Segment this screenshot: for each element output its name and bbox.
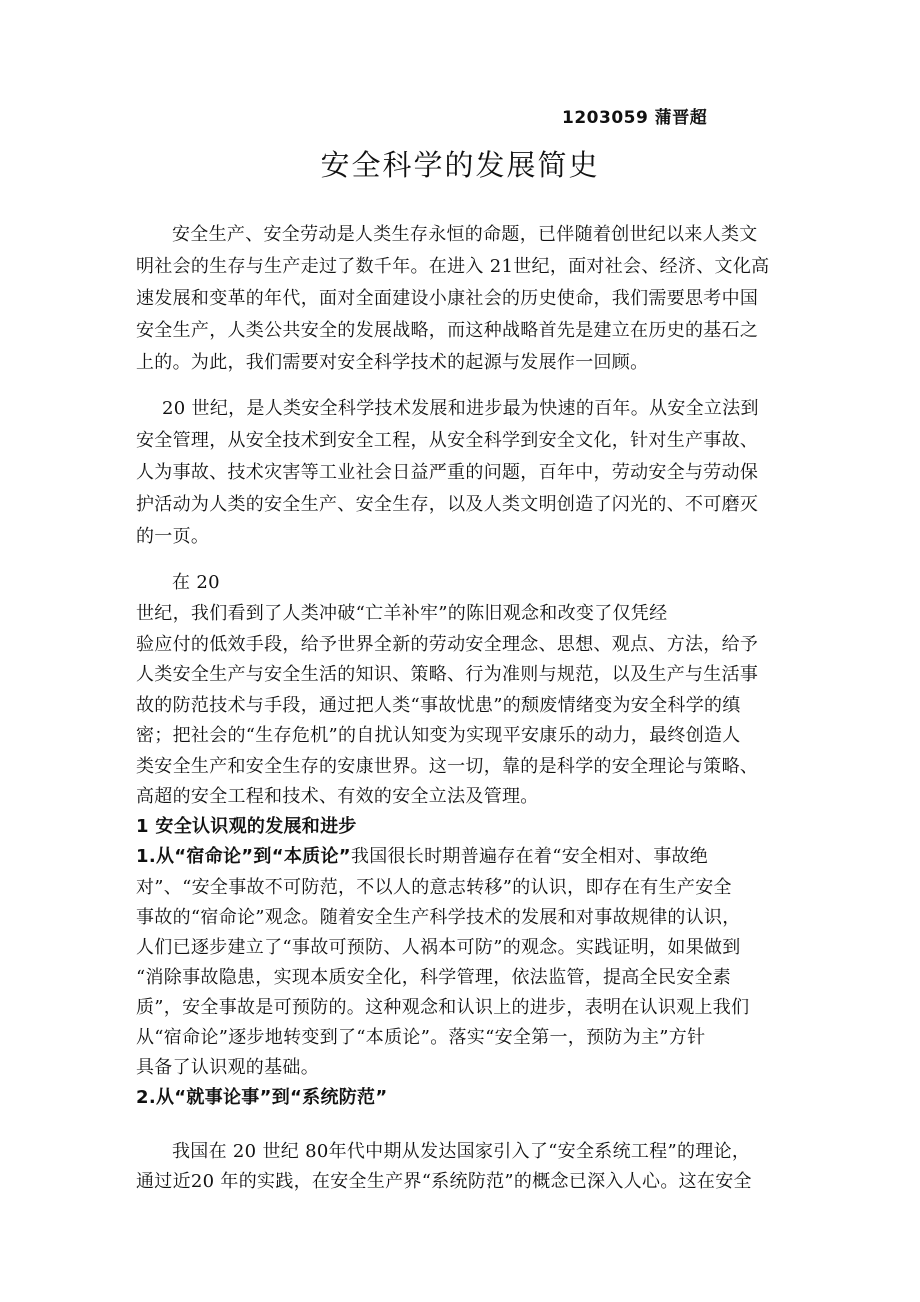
subsection-line <box>136 846 708 868</box>
author-id: 1203059 蒲晋超 <box>562 108 708 128</box>
paragraph-line: 的一页。 <box>136 526 210 547</box>
paragraph-line: 人类安全生产与安全生活的知识、策略、行为准则与规范，以及生产与生活事 <box>136 664 759 685</box>
paragraph-line: 具备了认识观的基础。 <box>136 1057 319 1078</box>
paragraph-line: 速发展和变革的年代，面对全面建设小康社会的历史使命，我们需要思考中国 <box>136 288 759 309</box>
section-heading: 1 安全认识观的发展和进步 <box>136 816 357 837</box>
subsection-heading: 1.从“宿命论”到“本质论” <box>136 846 351 867</box>
page-title: 安全科学的发展简史 <box>320 148 600 182</box>
paragraph-line: 验应付的低效手段，给予世界全新的劳动安全理念、思想、观点、方法，给予 <box>136 634 759 655</box>
paragraph-line: 事故的“宿命论”观念。随着安全生产科学技术的发展和对事故规律的认识， <box>136 907 741 928</box>
paragraph-line: 世纪，我们看到了人类冲破“亡羊补牢”的陈旧观念和改变了仅凭经 <box>136 603 668 624</box>
paragraph-line: 通过近20 年的实践，在安全生产界“系统防范”的概念已深入人心。这在安全 <box>136 1171 752 1192</box>
paragraph-line: 质”，安全事故是可预防的。这种观念和认识上的进步，表明在认识观上我们 <box>136 997 750 1018</box>
paragraph-line: “消除事故隐患，实现本质安全化，科学管理，依法监管，提高全民安全素 <box>136 967 732 988</box>
paragraph-line: 密；把社会的“生存危机”的自扰认知变为实现平安康乐的动力，最终创造人 <box>136 725 741 746</box>
paragraph-line: 安全管理，从安全技术到安全工程，从安全科学到安全文化，针对生产事故、 <box>136 430 759 451</box>
paragraph-line: 故的防范技术与手段，通过把人类“事故忧患”的颓废情绪变为安全科学的缜 <box>136 695 741 716</box>
paragraph-line: 对”、“安全事故不可防范，不以人的意志转移”的认识，即存在有生产安全 <box>136 877 732 898</box>
paragraph-line: 在 20 <box>172 572 220 593</box>
paragraph-line: 安全生产、安全劳动是人类生存永恒的命题，已伴随着创世纪以来人类文 <box>172 224 758 245</box>
paragraph-line: 类安全生产和安全生存的安康世界。这一切，靠的是科学的安全理论与策略、 <box>136 756 759 777</box>
paragraph-line: 明社会的生存与生产走过了数千年。在进入 21世纪，面对社会、经济、文化高 <box>136 256 770 277</box>
paragraph-line: 人们已逐步建立了“事故可预防、人祸本可防”的观念。实践证明，如果做到 <box>136 937 741 958</box>
paragraph-line: 护活动为人类的安全生产、安全生存，以及人类文明创造了闪光的、不可磨灭 <box>136 494 759 515</box>
paragraph-line: 上的。为此，我们需要对安全科学技术的起源与发展作一回顾。 <box>136 352 649 373</box>
paragraph-line: 高超的安全工程和技术、有效的安全立法及管理。 <box>136 786 539 807</box>
paragraph-line: 20 世纪，是人类安全科学技术发展和进步最为快速的百年。从安全立法到 <box>162 398 759 419</box>
paragraph-line: 安全生产，人类公共安全的发展战略，而这种战略首先是建立在历史的基石之 <box>136 320 759 341</box>
paragraph-text: 我国很长时期普遍存在着“安全相对、事故绝 <box>350 846 709 867</box>
paragraph-line: 从“宿命论”逐步地转变到了“本质论”。落实“安全第一，预防为主”方针 <box>136 1027 706 1048</box>
subsection-heading: 2.从“就事论事”到“系统防范” <box>136 1087 388 1108</box>
paragraph-line: 我国在 20 世纪 80年代中期从发达国家引入了“安全系统工程”的理论， <box>172 1141 751 1162</box>
paragraph-line: 人为事故、技术灾害等工业社会日益严重的问题，百年中，劳动安全与劳动保 <box>136 462 759 483</box>
